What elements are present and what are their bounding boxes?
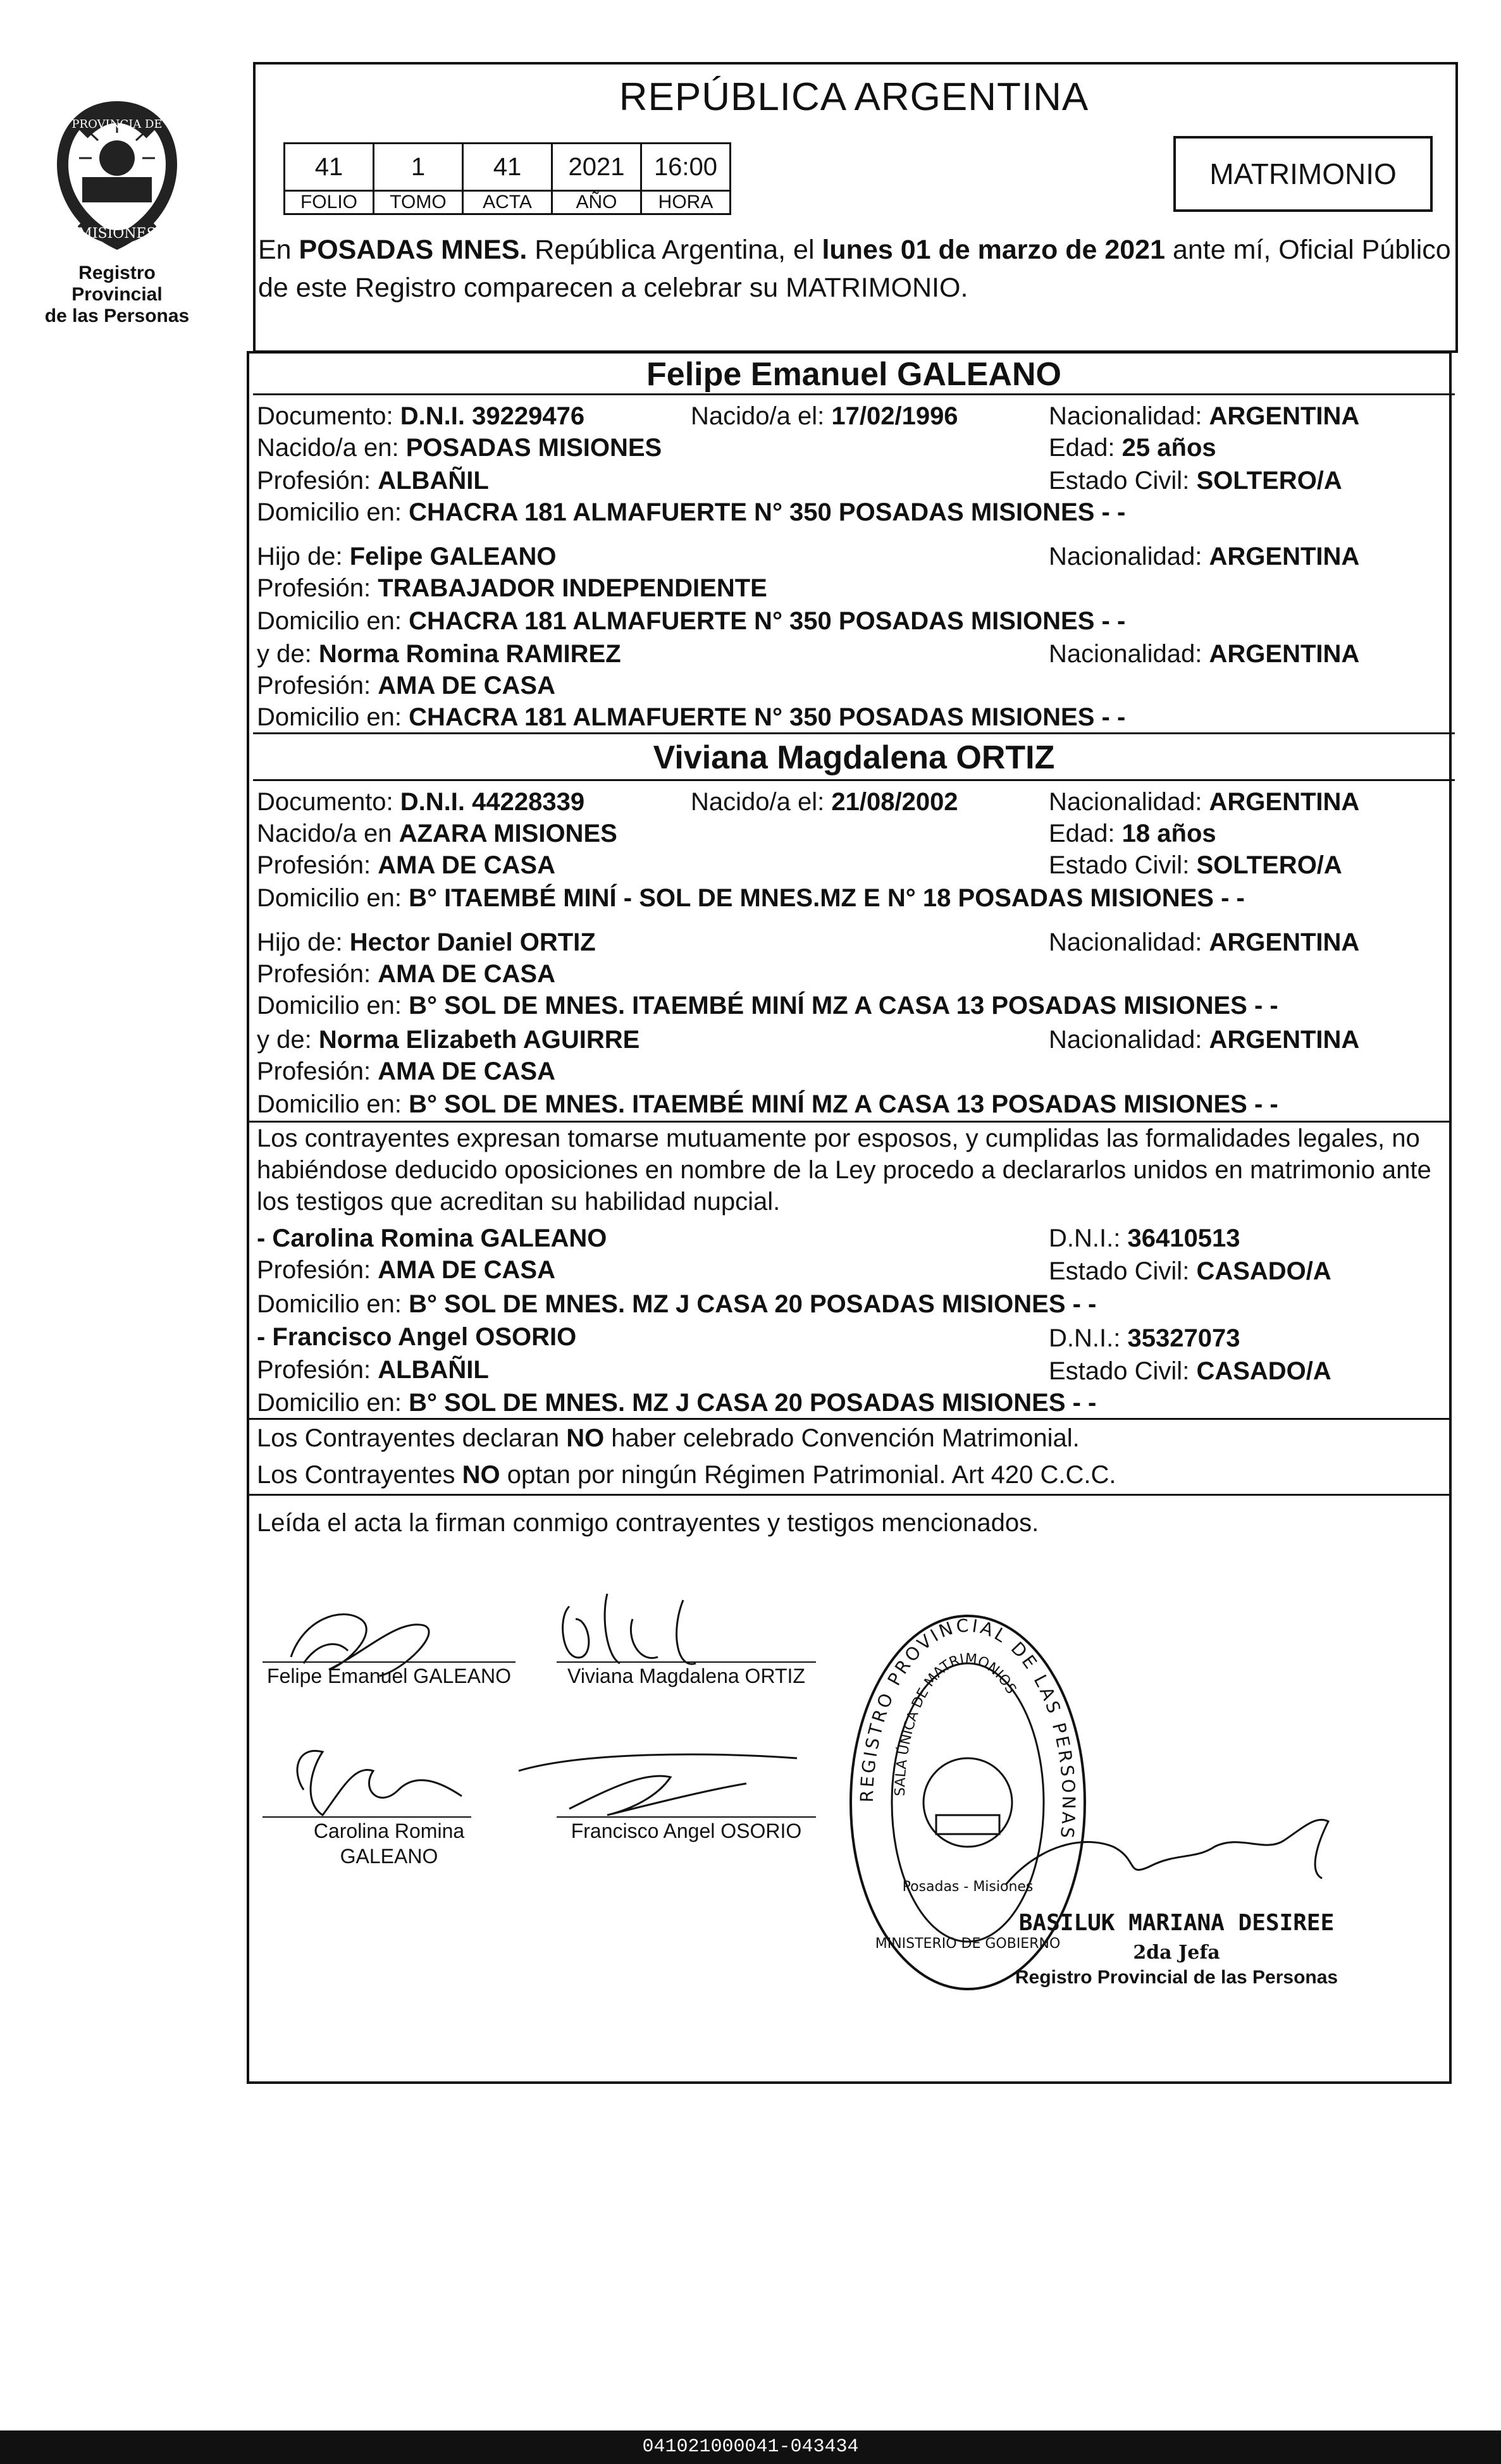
- province-seal-icon: [44, 95, 190, 259]
- logo-caption-line2: de las Personas: [44, 305, 190, 326]
- groom-mother-nationality: Nacionalidad: ARGENTINA: [1049, 640, 1360, 668]
- groom-document: Documento: D.N.I. 39229476: [257, 402, 585, 430]
- bride-birthdate: Nacido/a el: 21/08/2002: [691, 788, 958, 816]
- bride-nationality: Nacionalidad: ARGENTINA: [1049, 788, 1360, 816]
- groom-birthdate: Nacido/a el: 17/02/1996: [691, 402, 958, 430]
- bride-birthplace: Nacido/a en AZARA MISIONES: [257, 820, 617, 847]
- tomo-value: 1: [374, 144, 463, 191]
- svg-text:MISIONES: MISIONES: [78, 226, 156, 242]
- official-stamp: [835, 1606, 1101, 1999]
- bride-mother-profession: Profesión: AMA DE CASA: [257, 1057, 555, 1085]
- witness1-dni: D.N.I.: 36410513: [1049, 1224, 1240, 1252]
- groom-nationality: Nacionalidad: ARGENTINA: [1049, 402, 1360, 430]
- declaration-line2: habiéndose deducido oposiciones en nombre de la Ley procedo a declararlos unidos en matrimonio ante: [257, 1156, 1431, 1184]
- witness1-profession: Profesión: AMA DE CASA: [257, 1256, 555, 1284]
- bride-document: Documento: D.N.I. 44228339: [257, 788, 585, 816]
- anio-label: AÑO: [552, 191, 641, 214]
- witness1-signature-label-2: GALEANO: [340, 1845, 438, 1868]
- witness2-name: - Francisco Angel OSORIO: [257, 1323, 577, 1351]
- bride-name: Viviana Magdalena ORTIZ: [653, 739, 1055, 776]
- convention-statement: Los Contrayentes declaran NO haber celebrado Convención Matrimonial.: [257, 1424, 1080, 1452]
- bride-mother: y de: Norma Elizabeth AGUIRRE: [257, 1026, 640, 1054]
- hora-label: HORA: [641, 191, 731, 214]
- closing-statement: Leída el acta la firman conmigo contrayentes y testigos mencionados.: [257, 1509, 1039, 1537]
- bride-signature-icon: [563, 1594, 696, 1664]
- witness2-civil-status: Estado Civil: CASADO/A: [1049, 1357, 1331, 1385]
- registry-table: [283, 142, 731, 215]
- witness1-civil-status: Estado Civil: CASADO/A: [1049, 1257, 1331, 1285]
- intro-paragraph: En POSADAS MNES. República Argentina, el lunes 01 de marzo de 2021 ante mí, Oficial Público de este Registro comparecen a celebrar su MATRIMONIO.: [258, 235, 1451, 303]
- svg-text:Posadas - Misiones: Posadas - Misiones: [902, 1879, 1034, 1895]
- registry-logo: [35, 95, 199, 327]
- groom-profession: Profesión: ALBAÑIL: [257, 467, 489, 495]
- bride-mother-nationality: Nacionalidad: ARGENTINA: [1049, 1026, 1360, 1054]
- witness1-name: - Carolina Romina GALEANO: [257, 1224, 607, 1252]
- acta-label: ACTA: [463, 191, 552, 214]
- record-type-box: MATRIMONIO: [1173, 136, 1433, 212]
- witness1-signature-label-1: Carolina Romina: [313, 1820, 465, 1842]
- svg-text:MINISTERIO DE GOBIERNO: MINISTERIO DE GOBIERNO: [875, 1936, 1061, 1952]
- bride-father: Hijo de: Hector Daniel ORTIZ: [257, 928, 596, 956]
- country-title: REPÚBLICA ARGENTINA: [619, 75, 1089, 119]
- groom-mother: y de: Norma Romina RAMIREZ: [257, 640, 621, 668]
- bride-father-nationality: Nacionalidad: ARGENTINA: [1049, 928, 1360, 956]
- witness1-signature-icon: [297, 1751, 462, 1815]
- groom-age: Edad: 25 años: [1049, 434, 1216, 462]
- groom-civil-status: Estado Civil: SOLTERO/A: [1049, 467, 1342, 495]
- bride-father-profession: Profesión: AMA DE CASA: [257, 960, 555, 988]
- svg-text:PROVINCIA DE: PROVINCIA DE: [71, 118, 163, 131]
- groom-mother-profession: Profesión: AMA DE CASA: [257, 672, 555, 699]
- groom-name: Felipe Emanuel GALEANO: [646, 356, 1061, 393]
- witness2-address: Domicilio en: B° SOL DE MNES. MZ J CASA 20 POSADAS MISIONES - -: [257, 1389, 1097, 1417]
- witness2-profession: Profesión: ALBAÑIL: [257, 1356, 489, 1384]
- declaration-line3: los testigos que acreditan su habilidad nupcial.: [257, 1188, 781, 1216]
- svg-text:REGISTRO PROVINCIAL DE LAS PER: REGISTRO PROVINCIAL DE LAS PERSONAS: [856, 1615, 1080, 1842]
- groom-father: Hijo de: Felipe GALEANO: [257, 543, 557, 570]
- folio-value: 41: [285, 144, 374, 191]
- official-org: Registro Provincial de las Personas: [1015, 1967, 1338, 1988]
- tomo-label: TOMO: [374, 191, 463, 214]
- witness1-address: Domicilio en: B° SOL DE MNES. MZ J CASA 20 POSADAS MISIONES - -: [257, 1290, 1097, 1318]
- bride-civil-status: Estado Civil: SOLTERO/A: [1049, 851, 1342, 879]
- declaration-line1: Los contrayentes expresan tomarse mutuamente por esposos, y cumplidas las formalidades legales, no: [257, 1124, 1420, 1152]
- groom-father-address: Domicilio en: CHACRA 181 ALMAFUERTE N° 350 POSADAS MISIONES - -: [257, 607, 1126, 635]
- svg-text:SALA ÚNICA DE MATRIMONIOS: SALA ÚNICA DE MATRIMONIOS: [892, 1651, 1020, 1797]
- groom-mother-address: Domicilio en: CHACRA 181 ALMAFUERTE N° 350 POSADAS MISIONES - -: [257, 703, 1126, 731]
- groom-signature-label: Felipe Emanuel GALEANO: [267, 1665, 511, 1687]
- bride-mother-address: Domicilio en: B° SOL DE MNES. ITAEMBÉ MINÍ MZ A CASA 13 POSADAS MISIONES - -: [257, 1090, 1278, 1118]
- folio-label: FOLIO: [285, 191, 374, 214]
- groom-father-profession: Profesión: TRABAJADOR INDEPENDIENTE: [257, 574, 767, 602]
- groom-father-nationality: Nacionalidad: ARGENTINA: [1049, 543, 1360, 570]
- patrimonial-regime-statement: Los Contrayentes NO optan por ningún Régimen Patrimonial. Art 420 C.C.C.: [257, 1461, 1116, 1489]
- document-code-bar: 041021000041-043434: [0, 2430, 1501, 2464]
- official-name: BASILUK MARIANA DESIREE: [1018, 1910, 1335, 1936]
- groom-birthplace: Nacido/a en: POSADAS MISIONES: [257, 434, 662, 462]
- bride-profession: Profesión: AMA DE CASA: [257, 851, 555, 879]
- anio-value: 2021: [552, 144, 641, 191]
- bride-father-address: Domicilio en: B° SOL DE MNES. ITAEMBÉ MINÍ MZ A CASA 13 POSADAS MISIONES - -: [257, 992, 1278, 1019]
- witness2-dni: D.N.I.: 35327073: [1049, 1324, 1240, 1352]
- witness2-signature-icon: [519, 1754, 797, 1815]
- official-signature-icon: [987, 1809, 1379, 1910]
- hora-value: 16:00: [641, 144, 731, 191]
- bride-signature-label: Viviana Magdalena ORTIZ: [567, 1665, 805, 1687]
- bride-address: Domicilio en: B° ITAEMBÉ MINÍ - SOL DE MNES.MZ E N° 18 POSADAS MISIONES - -: [257, 884, 1245, 912]
- official-role: 2da Jefa: [1133, 1942, 1220, 1964]
- groom-address: Domicilio en: CHACRA 181 ALMAFUERTE N° 350 POSADAS MISIONES - -: [257, 498, 1126, 526]
- bride-age: Edad: 18 años: [1049, 820, 1216, 847]
- logo-caption-line1: Registro Provincial: [71, 262, 163, 305]
- witness2-signature-label: Francisco Angel OSORIO: [571, 1820, 802, 1842]
- acta-value: 41: [463, 144, 552, 191]
